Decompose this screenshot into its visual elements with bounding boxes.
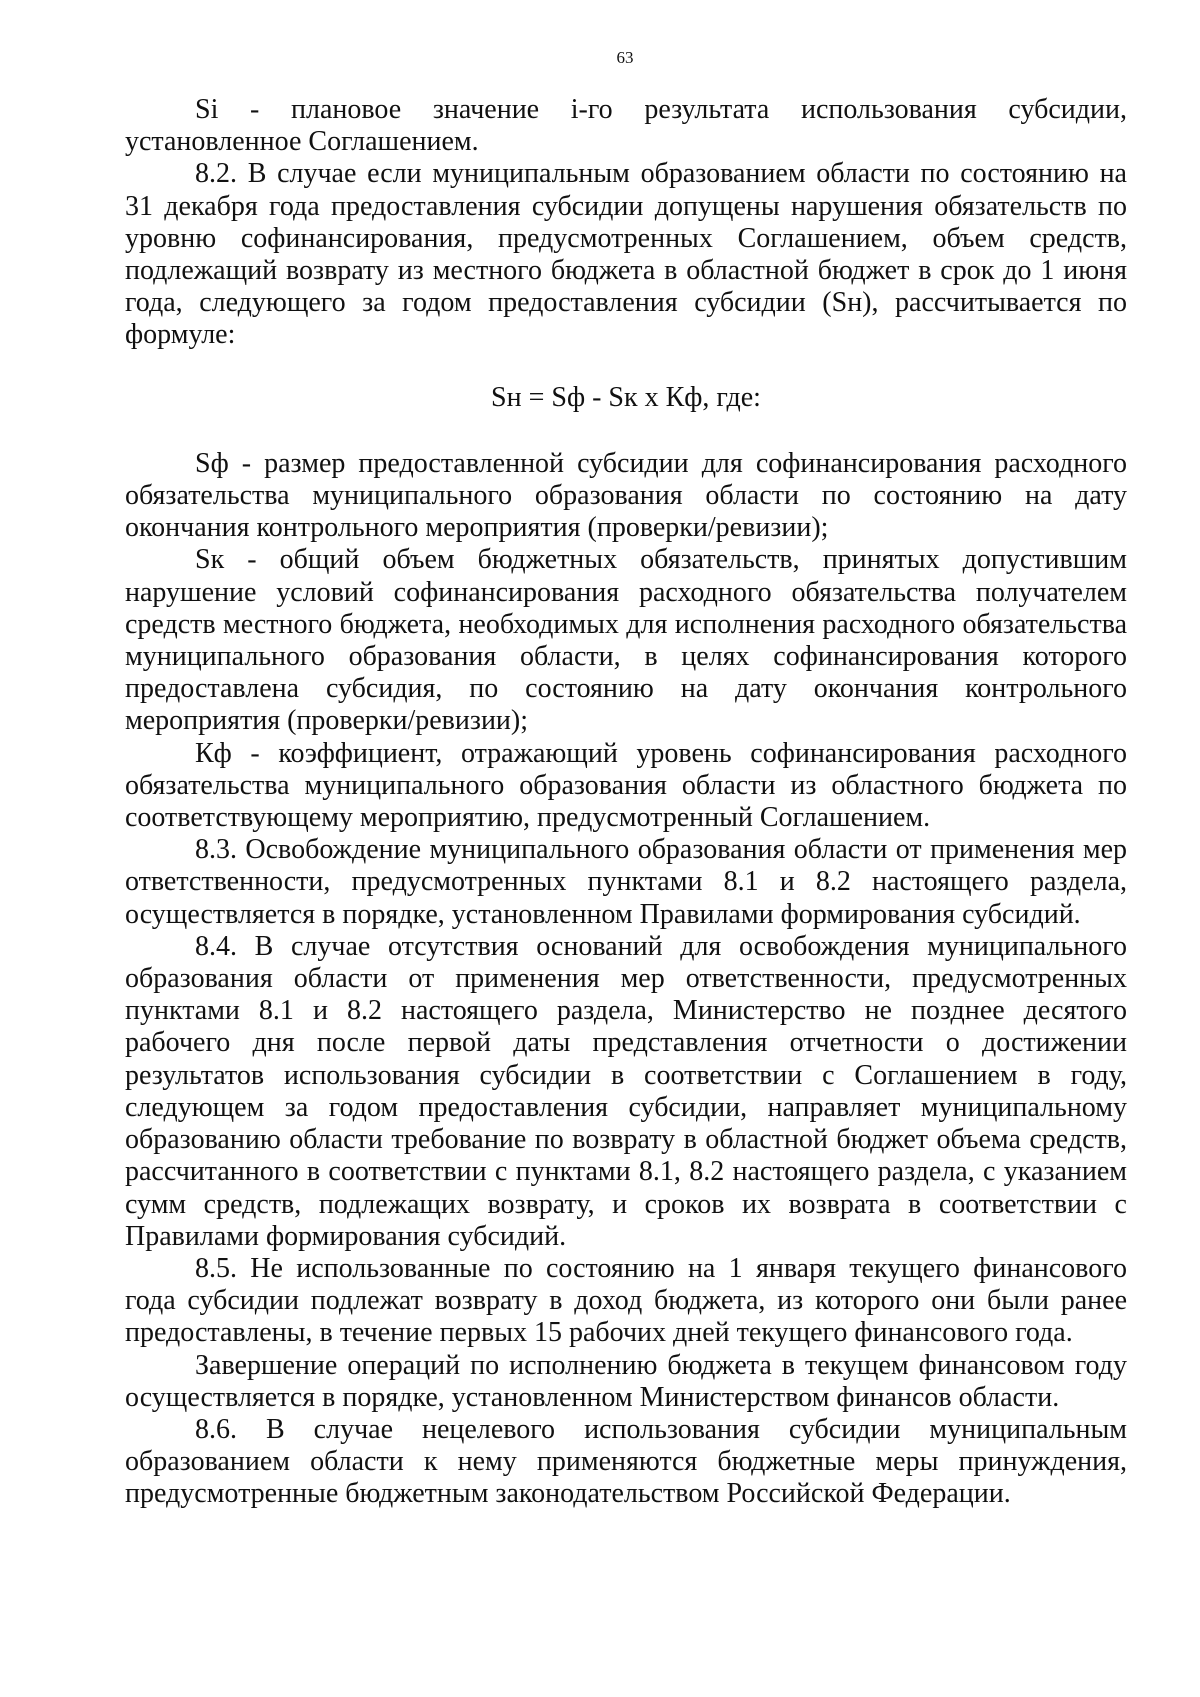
paragraph-8-2: 8.2. В случае если муниципальным образованием области по состоянию на 31 декабря года предоставления субсидии допущены нарушения обязательств по уровню софинансирования, предусмотренных Соглашением, объем средств, подлежащий возврату из местного бюджета в областной бюджет в срок до 1 июня года, следующего за годом предоставления субсидии (Sн), рассчитывается по формуле:	[125, 158, 1127, 351]
paragraph-budget-completion: Завершение операций по исполнению бюджета в текущем финансовом году осуществляется в порядке, установленном Министерством финансов области.	[125, 1349, 1127, 1413]
paragraph-kf-definition: Кф - коэффициент, отражающий уровень софинансирования расходного обязательства муниципального образования области из областного бюджета по соответствующему мероприятию, предусмотренный Соглашением.	[125, 737, 1127, 834]
paragraph-sf-definition: Sф - размер предоставленной субсидии для софинансирования расходного обязательства муниципального образования области по состоянию на дату окончания контрольного мероприятия (проверки/ревизии);	[125, 447, 1127, 544]
paragraph-8-5: 8.5. Не использованные по состоянию на 1 января текущего финансового года субсидии подлежат возврату в доход бюджета, из которого они были ранее предоставлены, в течение первых 15 рабочих дней текущего финансового года.	[125, 1252, 1127, 1349]
formula: Sн = Sф - Sк x Кф, где:	[491, 381, 761, 413]
paragraph-si-definition: Si - плановое значение i-го результата использования субсидии, установленное Соглашением.	[125, 94, 1127, 158]
page-number: 63	[616, 48, 634, 67]
paragraph-8-3: 8.3. Освобождение муниципального образования области от применения мер ответственности, предусмотренных пунктами 8.1 и 8.2 настоящего раздела, осуществляется в порядке, установленном Правилами формирования субсидий.	[125, 834, 1127, 930]
document-body	[125, 94, 1127, 1511]
paragraph-8-6: 8.6. В случае нецелевого использования субсидии муниципальным образованием области к нему применяются бюджетные меры принуждения, предусмотренные бюджетным законодательством Российской Федерации.	[125, 1413, 1127, 1510]
paragraph-8-4: 8.4. В случае отсутствия оснований для освобождения муниципального образования области от применения мер ответственности, предусмотренных пунктами 8.1 и 8.2 настоящего раздела, Министерство не позднее десятого рабочего дня после первой даты представления отчетности о достижении результатов использования субсидии в соответствии с Соглашением в году, следующем за годом предоставления субсидии, направляет муниципальному образованию области требование по возврату в областной бюджет объема средств, рассчитанного в соответствии с пунктами 8.1, 8.2 настоящего раздела, с указанием сумм средств, подлежащих возврату, и сроков их возврата в соответствии с Правилами формирования субсидий.	[125, 930, 1127, 1252]
paragraph-sk-definition: Sк - общий объем бюджетных обязательств, принятых допустившим нарушение условий софинансирования расходного обязательства получателем средств местного бюджета, необходимых для исполнения расходного обязательства муниципального образования области, в целях софинансирования которого предоставлена субсидия, по состоянию на дату окончания контрольного мероприятия (проверки/ревизии);	[125, 544, 1127, 737]
